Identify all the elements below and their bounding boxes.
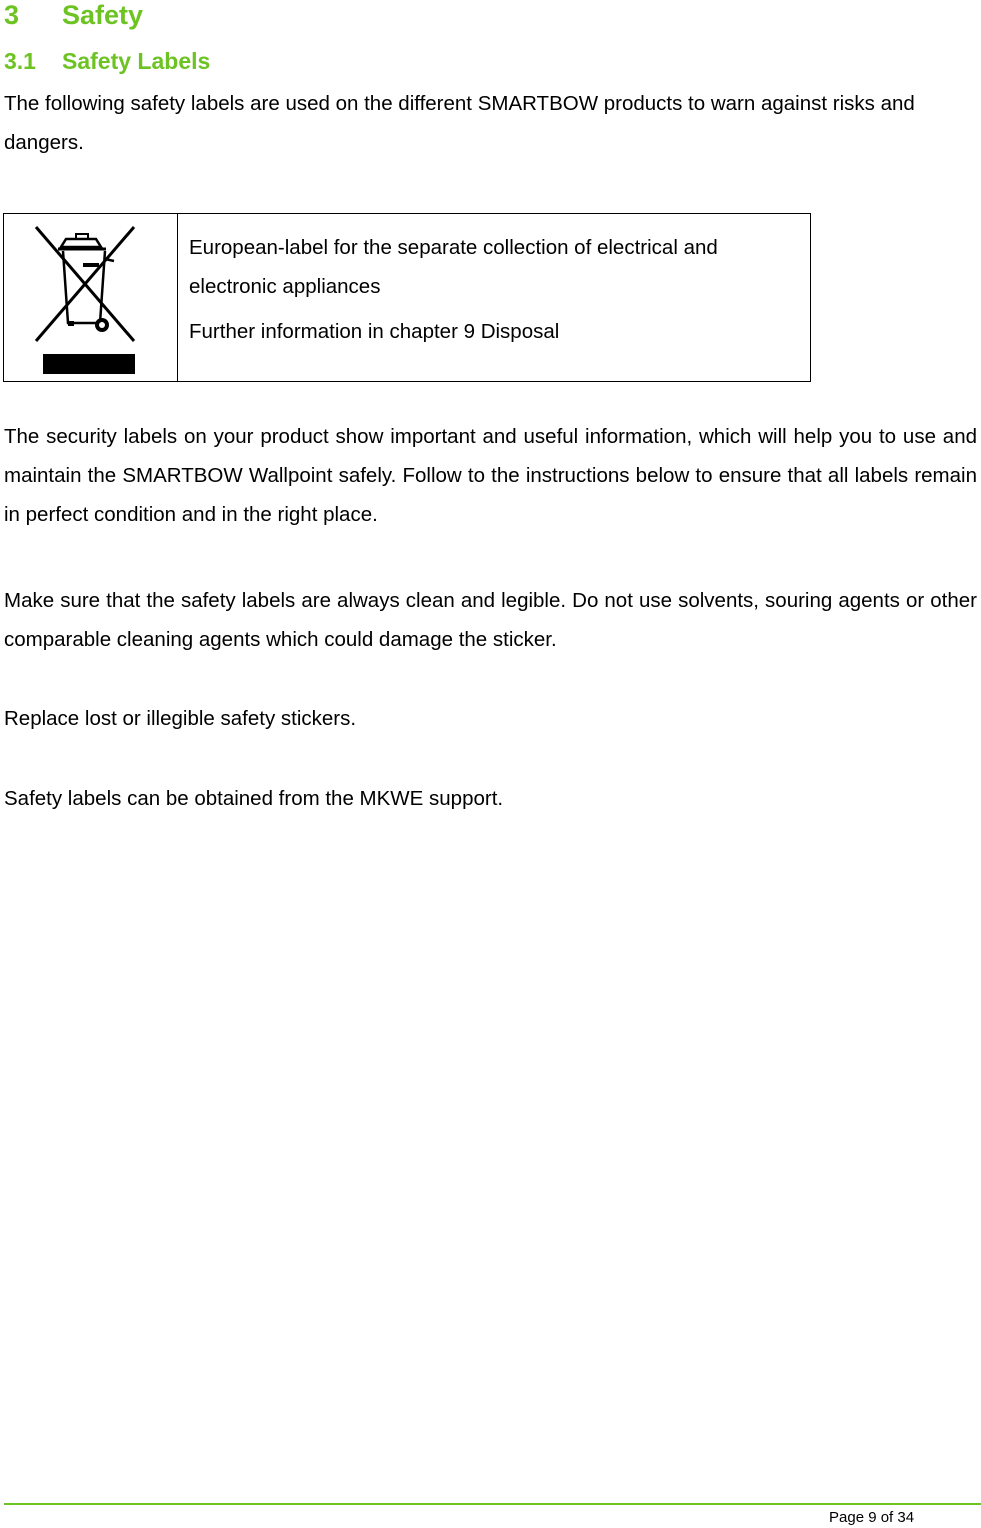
cleaning-paragraph: Make sure that the safety labels are always clean and legible. Do not use solvents, souring agents or other comparable cleaning agents which could damage the sticker. [4, 589, 977, 651]
label-icon-cell [4, 214, 178, 381]
safety-label-table [3, 213, 811, 382]
page-number: Page 9 of 34 [829, 1509, 915, 1526]
section-number: 3.1 [4, 48, 36, 74]
crossed-out-wheelie-bin-icon [28, 221, 140, 376]
intro-paragraph: The following safety labels are used on the different SMARTBOW products to warn against risks and dangers. [4, 92, 915, 154]
chapter-heading [4, 0, 143, 30]
section-heading [4, 47, 210, 75]
label-text-cell [178, 214, 810, 381]
label-description: European-label for the separate collection of electrical and electronic appliances [189, 236, 718, 298]
support-paragraph: Safety labels can be obtained from the MKWE support. [4, 787, 504, 810]
section-title: Safety Labels [62, 48, 211, 74]
security-paragraph: The security labels on your product show important and useful information, which will help you to use and maintain the SMARTBOW Wallpoint safely. Follow to the instructions below to ensure that all labels remain in perfect condition and in the right place. [4, 425, 977, 526]
footer-divider [4, 1503, 981, 1505]
replace-paragraph: Replace lost or illegible safety stickers. [4, 707, 357, 730]
chapter-title: Safety [62, 0, 144, 30]
label-further-info: Further information in chapter 9 Disposal [189, 320, 560, 343]
chapter-number: 3 [4, 0, 20, 30]
